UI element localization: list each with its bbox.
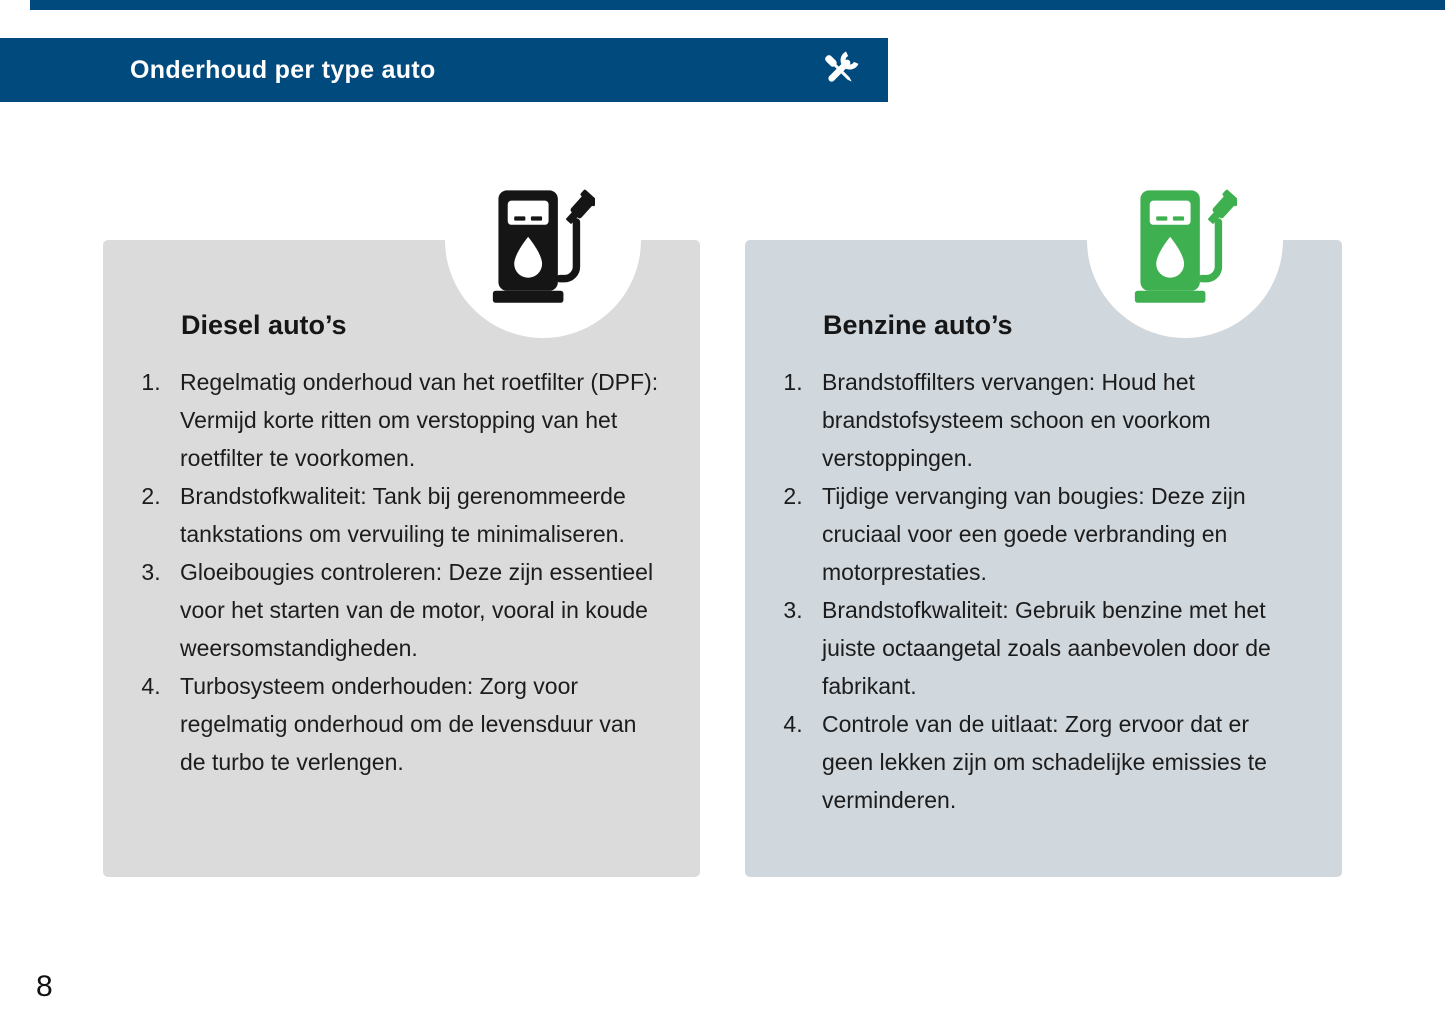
page-number: 8: [36, 970, 53, 1003]
top-accent-strip: [30, 0, 1445, 10]
diesel-card: [103, 240, 700, 877]
page-title: Onderhoud per type auto: [130, 55, 436, 84]
tools-icon: [818, 48, 862, 92]
list-item: 3. Gloeibougies controleren: Deze zijn essentieel voor het starten van de motor, vooral in koude weersomstandigheden.: [167, 553, 664, 667]
benzine-card: [745, 240, 1342, 877]
list-item: 4. Turbosysteem onderhouden: Zorg voor regelmatig onderhoud om de levensduur van de turbo te verlengen.: [167, 667, 664, 781]
list-item: 1. Brandstoffilters vervangen: Houd het brandstofsysteem schoon en voorkom verstoppingen.: [809, 363, 1306, 477]
list-item: 2. Brandstofkwaliteit: Tank bij gerenommeerde tankstations om vervuiling te minimaliseren.: [167, 477, 664, 553]
fuel-pump-icon: [1133, 188, 1237, 308]
benzine-icon-circle: [1087, 142, 1283, 338]
benzine-maintenance-list: [745, 363, 1306, 819]
diesel-card-title: Diesel auto’s: [181, 310, 347, 340]
list-item: 1. Regelmatig onderhoud van het roetfilter (DPF): Vermijd korte ritten om verstopping van het roetfilter te voorkomen.: [167, 363, 664, 477]
diesel-maintenance-list: [103, 363, 664, 781]
fuel-pump-icon: [491, 188, 595, 308]
list-item: 3. Brandstofkwaliteit: Gebruik benzine met het juiste octaangetal zoals aanbevolen door de fabrikant.: [809, 591, 1306, 705]
benzine-card-title: Benzine auto’s: [823, 310, 1013, 340]
header-bar: [0, 38, 888, 102]
list-item: 4. Controle van de uitlaat: Zorg ervoor dat er geen lekken zijn om schadelijke emissies te verminderen.: [809, 705, 1306, 819]
diesel-icon-circle: [445, 142, 641, 338]
list-item: 2. Tijdige vervanging van bougies: Deze zijn cruciaal voor een goede verbranding en motorprestaties.: [809, 477, 1306, 591]
